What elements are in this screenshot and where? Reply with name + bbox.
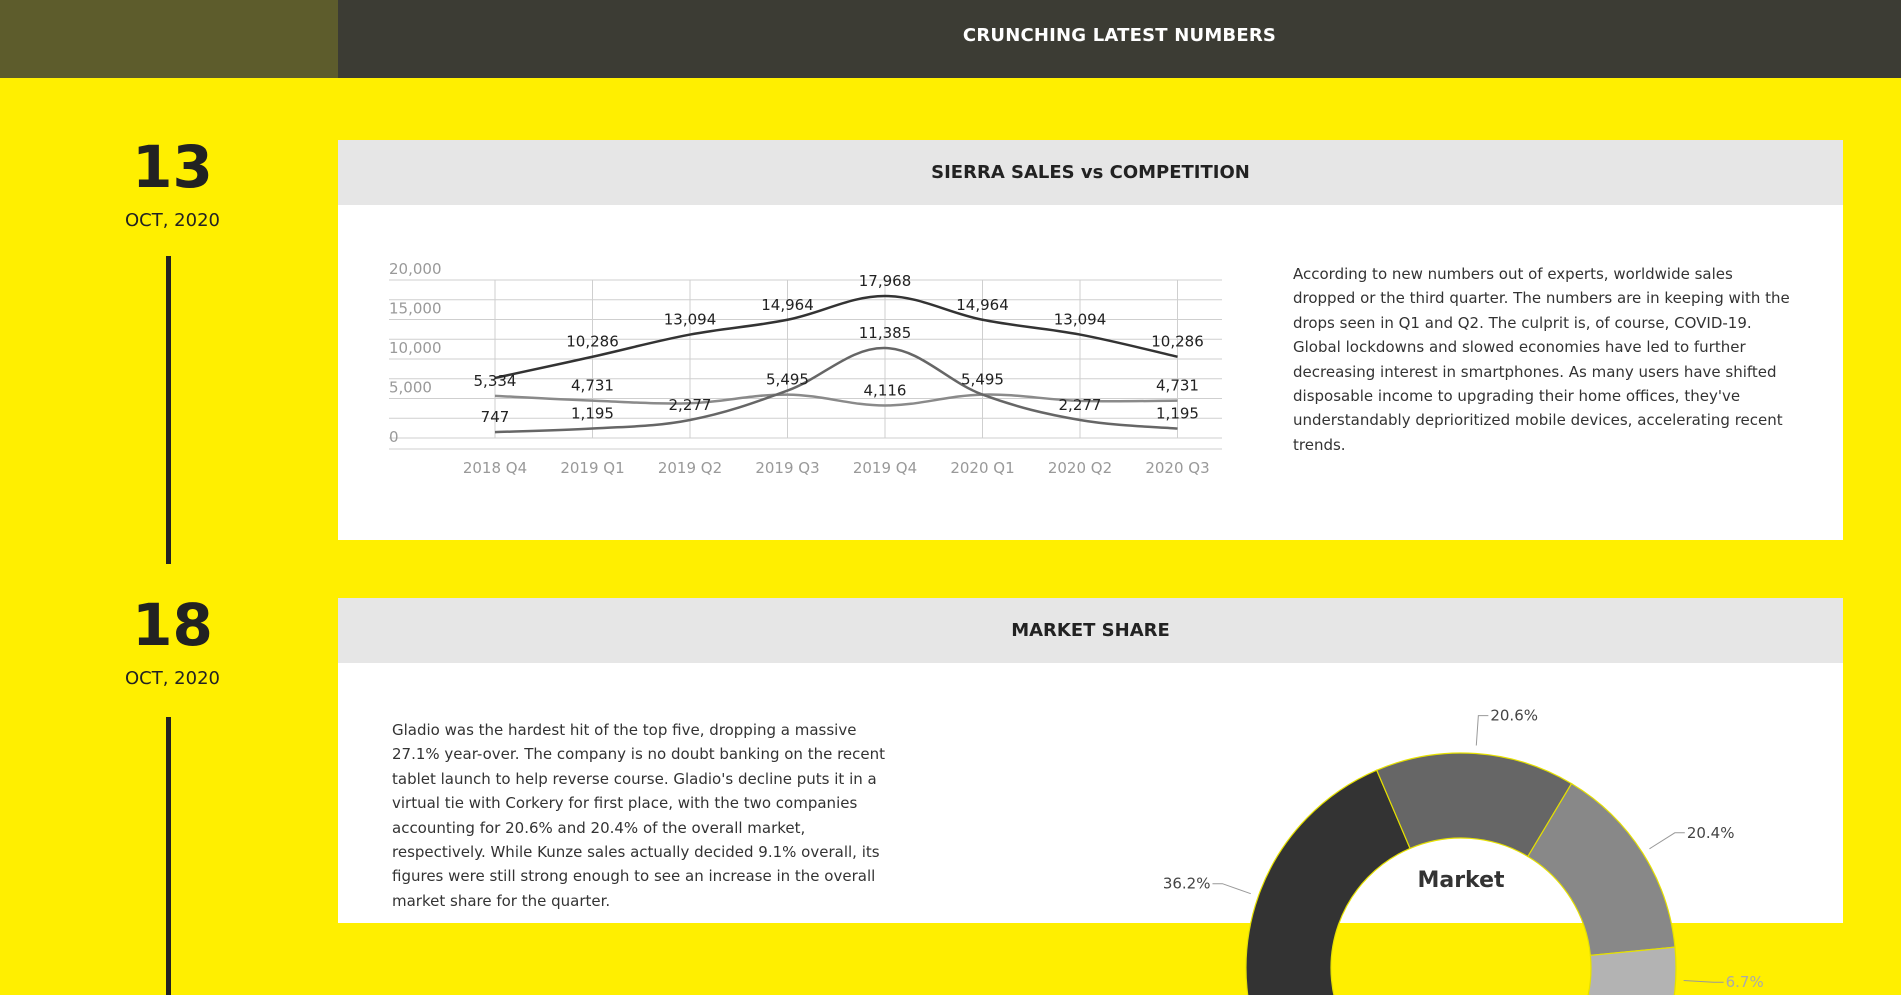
data-label: 5,495 — [961, 370, 1004, 389]
market-share-card — [338, 598, 1843, 992]
timeline-line — [166, 717, 171, 995]
sales-line-chart — [338, 205, 1238, 540]
data-label: 11,385 — [858, 324, 912, 343]
slice-label: 20.6% — [1490, 706, 1539, 725]
entry-date-2 — [90, 591, 255, 689]
data-label: 4,731 — [1156, 376, 1199, 395]
slice-label: 36.2% — [1162, 874, 1211, 893]
slice-label: 6.7% — [1725, 973, 1764, 992]
y-tick-label: 10,000 — [389, 339, 442, 357]
data-label: 17,968 — [858, 272, 912, 291]
data-label: 13,094 — [663, 310, 717, 329]
data-label: 4,731 — [571, 376, 614, 395]
x-tick-label: 2019 Q1 — [560, 459, 625, 477]
data-label: 10,286 — [1151, 332, 1204, 351]
market-description: Gladio was the hardest hit of the top five, dropping a massive 27.1% year-over. The company is no doubt banking on the recent tablet launch to help reverse course. Gladio's decline puts it in a virtual tie with Corkery for first place, with the two companies accounting for 20.6% and 20.4% of the overall market, respectively. While Kunze sales actually decided 9.1% overall, its figures were still strong enough to see an increase in the overall market share for the quarter. — [392, 721, 886, 910]
card-title: SIERRA SALES vs COMPETITION — [338, 140, 1843, 205]
card-title: MARKET SHARE — [338, 598, 1843, 663]
data-label: 2,277 — [1058, 396, 1102, 415]
y-tick-label: 20,000 — [389, 260, 442, 278]
donut-slice — [1246, 770, 1410, 995]
x-tick-label: 2019 Q2 — [657, 459, 723, 477]
entry-date-1 — [90, 133, 255, 231]
x-tick-label: 2020 Q1 — [950, 459, 1015, 477]
data-label: 2,277 — [668, 396, 712, 415]
data-label: 14,964 — [761, 295, 814, 314]
data-label: 13,094 — [1053, 310, 1107, 329]
data-label: 10,286 — [566, 332, 619, 351]
x-tick-label: 2020 Q2 — [1047, 459, 1113, 477]
brand-block — [0, 0, 338, 78]
slice-label: 20.4% — [1686, 823, 1735, 842]
data-label: 5,334 — [473, 371, 517, 390]
date-month: OCT, 2020 — [125, 210, 220, 231]
x-tick-label: 2019 Q3 — [755, 459, 820, 477]
data-label: 1,195 — [571, 404, 614, 423]
label-leader-line — [1476, 716, 1488, 746]
donut-slice — [1588, 947, 1676, 995]
y-tick-label: 5,000 — [389, 378, 432, 397]
x-tick-label: 2020 Q3 — [1145, 459, 1210, 477]
data-label: 4,116 — [863, 381, 907, 400]
label-leader-line — [1649, 833, 1684, 849]
data-label: 5,495 — [766, 370, 809, 389]
market-share-donut-chart — [1162, 663, 1798, 992]
date-month: OCT, 2020 — [125, 668, 220, 689]
x-tick-label: 2018 Q4 — [462, 459, 528, 477]
label-leader-line — [1212, 884, 1250, 894]
y-tick-label: 15,000 — [389, 299, 442, 318]
data-label: 747 — [480, 408, 510, 427]
sales-card — [338, 140, 1843, 540]
date-day: 13 — [132, 133, 213, 201]
label-leader-line — [1684, 981, 1724, 983]
donut-center-label: Market — [1417, 868, 1505, 893]
data-label: 1,195 — [1156, 404, 1199, 423]
top-bar — [0, 0, 1901, 78]
page-title: CRUNCHING LATEST NUMBERS — [962, 25, 1277, 46]
x-tick-label: 2019 Q4 — [852, 459, 918, 477]
y-tick-label: 0 — [389, 428, 399, 446]
sales-description: According to new numbers out of experts, worldwide sales dropped or the third quarter. The numbers are in keeping with the drops seen in Q1 and Q2. The culprit is, of course, COVID-19. Global lockdowns and slowed economies have led to further decreasing interest in smartphones. As many users have shifted disposable income to upgrading their home offices, they've understandably deprioritized mobile devices, accelerating recent trends. — [1293, 265, 1790, 454]
data-label: 14,964 — [956, 295, 1009, 314]
date-day: 18 — [132, 591, 213, 659]
timeline-line — [166, 256, 171, 564]
